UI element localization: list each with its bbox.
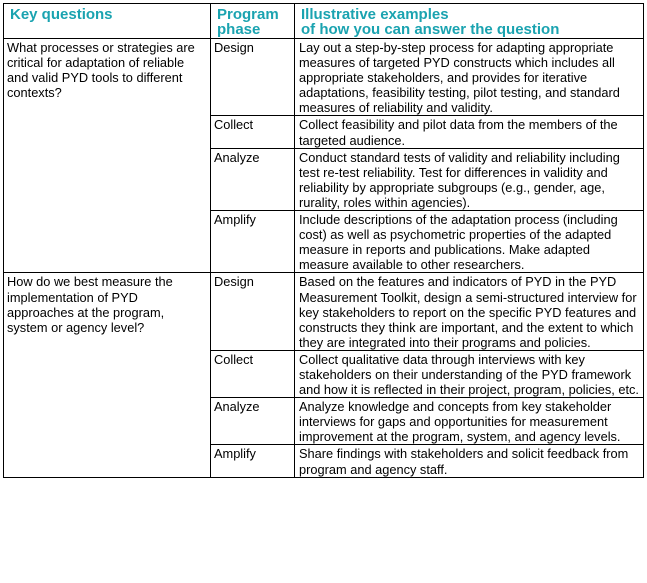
phase-cell: Design bbox=[211, 39, 295, 116]
key-question-cell: How do we best measure the implementation of PYD approaches at the program, system or agency level? bbox=[4, 273, 211, 477]
example-cell: Collect feasibility and pilot data from the members of the targeted audience. bbox=[295, 116, 644, 148]
phase-cell: Amplify bbox=[211, 211, 295, 273]
phase-cell: Amplify bbox=[211, 445, 295, 477]
example-cell: Lay out a step-by-step process for adapting appropriate measures of targeted PYD constructs which includes all appropriate stakeholders, and provides for iterative adaptations, feasibility testing, pilot testing, and standard measures of reliability and validity. bbox=[295, 39, 644, 116]
example-cell: Conduct standard tests of validity and reliability including test re-test reliability. Test for differences in validity and reliability by appropriate subgroups (e.g., gender, age, rurality, roles within agencies). bbox=[295, 148, 644, 210]
key-question-cell: What processes or strategies are critical for adaptation of reliable and valid PYD tools to different contexts? bbox=[4, 39, 211, 273]
phase-cell: Collect bbox=[211, 350, 295, 397]
questions-table-container bbox=[3, 3, 644, 478]
phase-cell: Analyze bbox=[211, 398, 295, 445]
example-cell: Based on the features and indicators of PYD in the PYD Measurement Toolkit, design a semi-structured interview for key stakeholders to report on the specific PYD features and constructs they think are important, and the extent to which they are integrated into their programs and policies. bbox=[295, 273, 644, 350]
example-cell: Share findings with stakeholders and solicit feedback from program and agency staff. bbox=[295, 445, 644, 477]
phase-cell: Design bbox=[211, 273, 295, 350]
header-illustrative-examples bbox=[295, 4, 644, 39]
header-program-phase: Program phase bbox=[211, 4, 295, 39]
example-cell: Collect qualitative data through interviews with key stakeholders on their understanding of the PYD framework and how it is reflected in their project, program, policies, etc. bbox=[295, 350, 644, 397]
key-questions-table bbox=[3, 3, 644, 478]
header-examples-line1: Illustrative examples bbox=[301, 6, 449, 23]
table-row bbox=[4, 39, 644, 116]
header-key-questions: Key questions bbox=[4, 4, 211, 39]
header-examples-line2: of how you can answer the question bbox=[301, 21, 560, 38]
example-cell: Analyze knowledge and concepts from key stakeholder interviews for gaps and opportunities for measurement improvement at the program, system, and agency levels. bbox=[295, 398, 644, 445]
example-cell: Include descriptions of the adaptation process (including cost) as well as psychometric properties of the adapted measure in reports and publications. Make adapted measure available to other researchers. bbox=[295, 211, 644, 273]
phase-cell: Analyze bbox=[211, 148, 295, 210]
phase-cell: Collect bbox=[211, 116, 295, 148]
table-header-row bbox=[4, 4, 644, 39]
table-row bbox=[4, 273, 644, 350]
